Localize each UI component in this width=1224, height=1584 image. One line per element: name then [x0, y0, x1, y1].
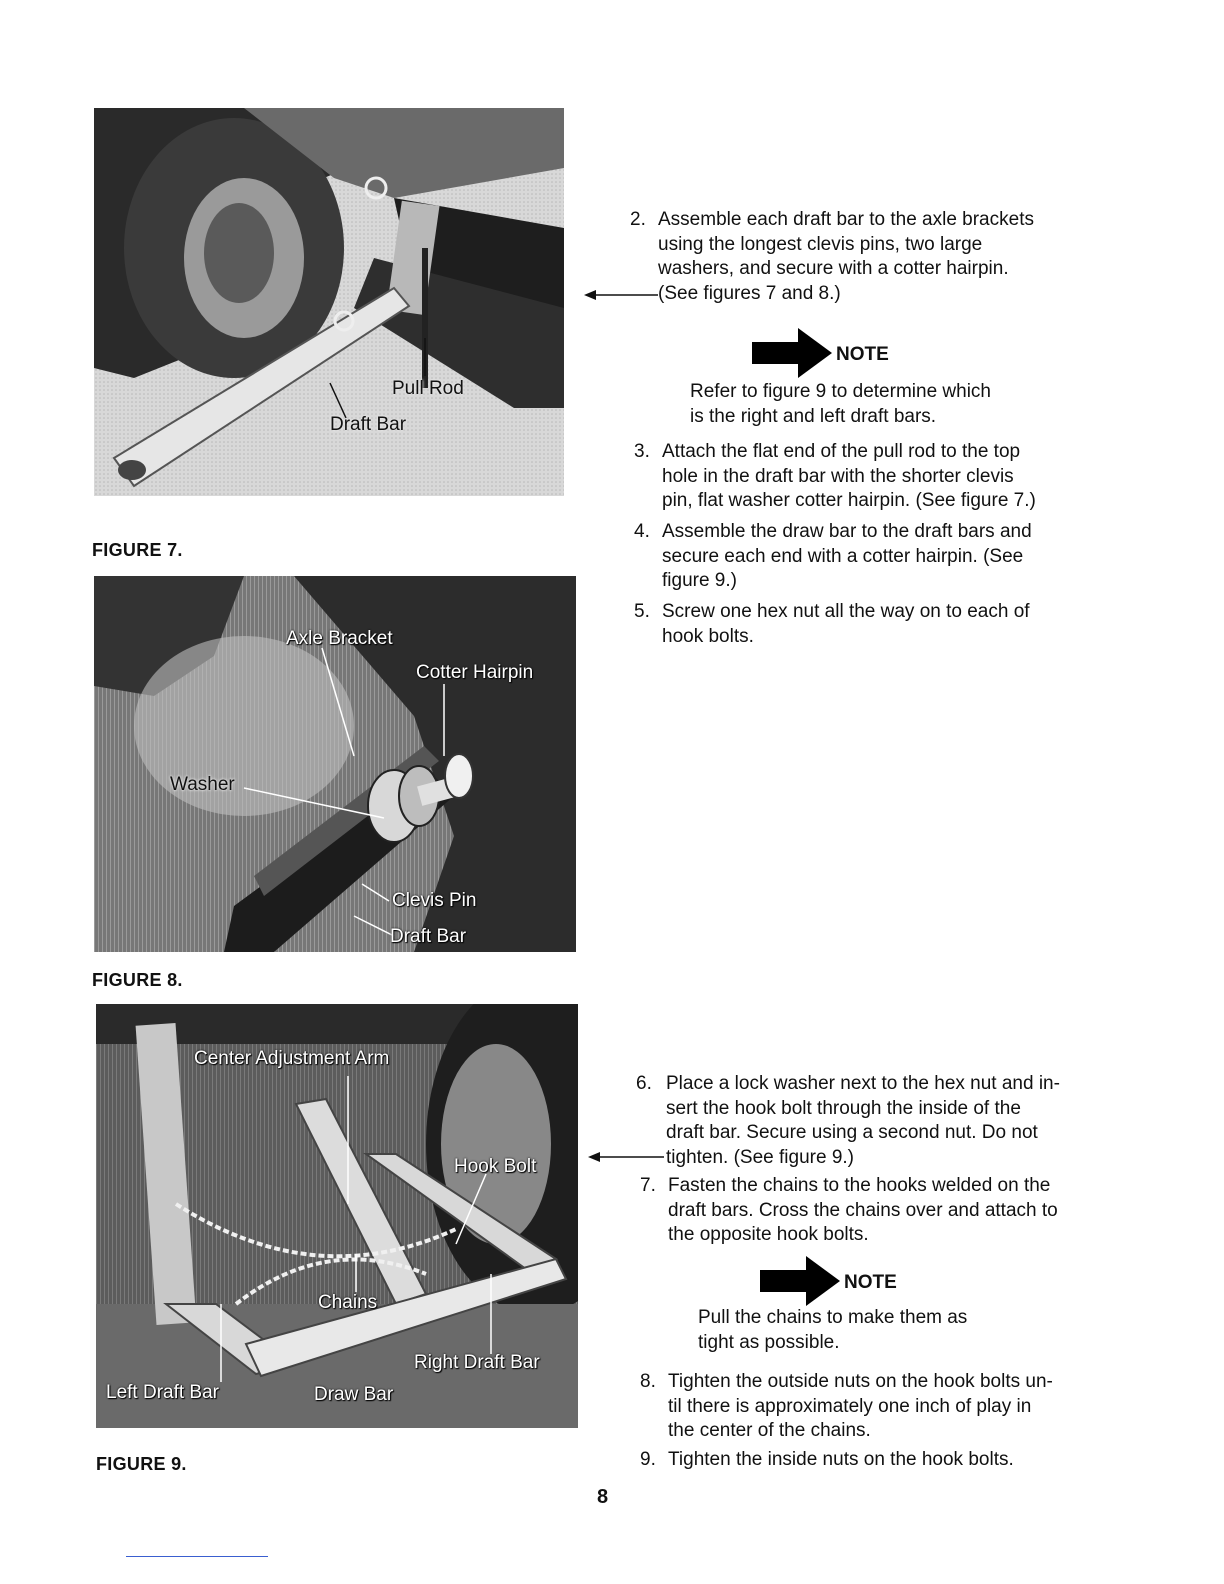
step-number: 3. [634, 441, 650, 462]
step-line: Attach the flat end of the pull rod to the top [662, 441, 1021, 462]
step-number: 9. [640, 1449, 656, 1470]
fig8-label-draft-bar: Draft Bar [390, 926, 467, 947]
fig9-label-left-draft-bar: Left Draft Bar [106, 1382, 219, 1403]
fig9-label-center-adjustment-arm: Center Adjustment Arm [194, 1048, 390, 1069]
note-line: Refer to figure 9 to determine which [690, 381, 991, 402]
step-line: figure 9.) [662, 570, 737, 591]
step-line: sert the hook bolt through the inside of the [666, 1097, 1021, 1119]
step-number: 6. [636, 1073, 652, 1094]
step-line: the opposite hook bolts. [668, 1224, 869, 1245]
fig8-label-clevis-pin: Clevis Pin [392, 890, 477, 911]
step-line: washers, and secure with a cotter hairpin. [658, 258, 1009, 279]
step-line: using the longest clevis pins, two large [658, 233, 983, 255]
figure-9-photo [96, 1004, 578, 1428]
step-line: Tighten the inside nuts on the hook bolts. [668, 1449, 1014, 1470]
fig8-label-axle-bracket: Axle Bracket [286, 628, 393, 649]
fig9-label-right-draft-bar: Right Draft Bar [414, 1352, 540, 1373]
fig7-label-draft-bar: Draft Bar [330, 414, 407, 435]
step-number: 7. [640, 1175, 656, 1196]
bottom-rule [126, 1556, 268, 1557]
step-line: secure each end with a cotter hairpin. (See [662, 545, 1024, 567]
fig7-label-pull-rod: Pull Rod [392, 378, 464, 399]
step-line: til there is approximately one inch of play in [668, 1395, 1032, 1417]
note-line: Pull the chains to make them as [698, 1307, 968, 1328]
step-number: 5. [634, 601, 650, 622]
step-number: 4. [634, 521, 650, 542]
step-line: (See figures 7 and 8.) [658, 282, 841, 304]
step-line: tighten. (See figure 9.) [666, 1146, 854, 1168]
step-number: 2. [630, 209, 646, 230]
note-1-heading: NOTE [836, 344, 889, 365]
figure-7-photo [94, 108, 564, 496]
note-line: tight as possible. [698, 1331, 840, 1353]
figure-8-photo [94, 576, 576, 952]
step-line: draft bars. Cross the chains over and attach to [668, 1199, 1058, 1221]
step-line: Assemble the draw bar to the draft bars and [662, 521, 1032, 542]
right-arrow-icon [752, 328, 832, 378]
note-line: is the right and left draft bars. [690, 405, 937, 427]
step-line: Place a lock washer next to the hex nut and in- [666, 1073, 1060, 1094]
note-2-heading: NOTE [844, 1272, 897, 1293]
fig9-label-draw-bar: Draw Bar [314, 1384, 394, 1405]
step-line: Assemble each draft bar to the axle brackets [658, 209, 1034, 230]
right-arrow-icon [760, 1256, 840, 1306]
note-2-text [698, 1306, 1058, 1355]
figure-7-caption: FIGURE 7. [92, 540, 183, 560]
fig9-label-hook-bolt: Hook Bolt [454, 1156, 537, 1177]
step-line: pin, flat washer cotter hairpin. (See figure 7.) [662, 490, 1036, 511]
fig9-label-chains: Chains [318, 1292, 378, 1313]
step-line: the center of the chains. [668, 1420, 871, 1441]
note-1-text [690, 380, 1100, 429]
fig8-label-washer: Washer [170, 774, 235, 795]
step-line: Tighten the outside nuts on the hook bolts un- [668, 1371, 1053, 1392]
step-line: hole in the draft bar with the shorter clevis [662, 465, 1014, 487]
figure-8-caption: FIGURE 8. [92, 970, 183, 990]
step-line: hook bolts. [662, 625, 754, 647]
step-number: 8. [640, 1371, 656, 1392]
left-arrow-icon [588, 1150, 664, 1164]
figure-9-caption: FIGURE 9. [96, 1454, 187, 1474]
fig8-label-cotter-hairpin: Cotter Hairpin [416, 662, 534, 683]
left-arrow-icon [584, 288, 658, 302]
page-number: 8 [597, 1486, 609, 1508]
step-line: Screw one hex nut all the way on to each of [662, 601, 1030, 622]
step-line: draft bar. Secure using a second nut. Do not [666, 1122, 1038, 1143]
step-line: Fasten the chains to the hooks welded on the [668, 1175, 1051, 1196]
